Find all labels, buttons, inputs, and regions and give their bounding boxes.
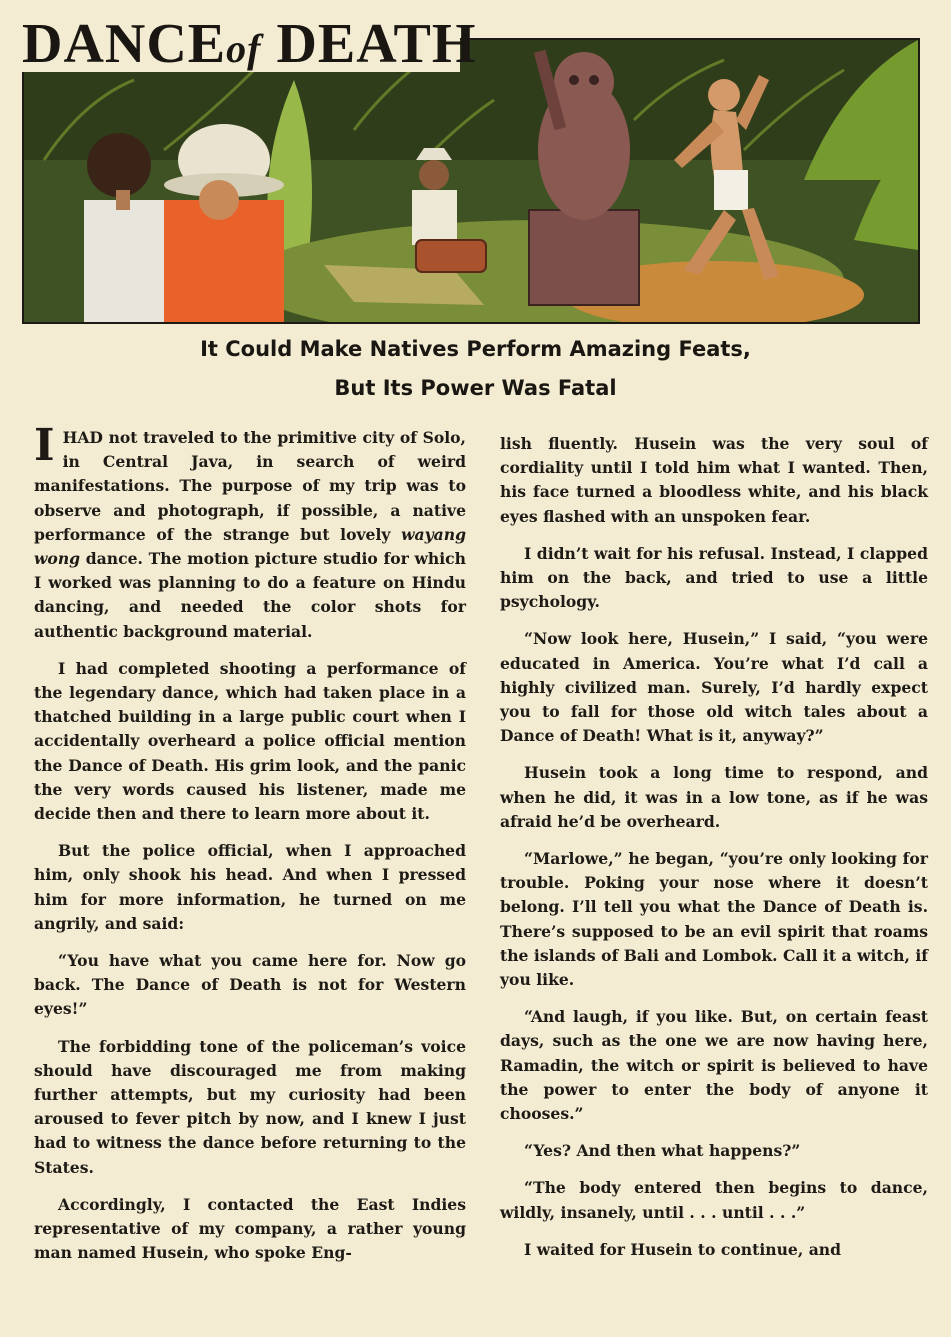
- paragraph: Accordingly, I contacted the East Indies representative of my company, a rather young man named Husein, who spoke Eng-: [34, 1194, 466, 1263]
- illustration-panel: [22, 38, 920, 324]
- paragraph: I had completed shooting a performance of the legendary dance, which had taken place in a thatched building in a large public court when I accidentally overheard a police official mention the Dance of Death. His grim look, and the panic the very words caused his listener, made me decide then and there to learn more about it.: [34, 658, 466, 824]
- paragraph: “And laugh, if you like. But, on certain feast days, such as the one we are now having here, Ramadin, the witch or spirit is believed to have the power to enter the body of anyone it chooses.”: [500, 1007, 928, 1124]
- paragraph: The forbidding tone of the policeman’s voice should have discouraged me from making further attempts, but my curiosity had been aroused to fever pitch by now, and I knew I just had to witness the dance before returning to the States.: [34, 1036, 466, 1177]
- explorer-figure: [164, 124, 284, 322]
- italic-term: wayang wong: [34, 524, 466, 569]
- left-text-column: [34, 420, 467, 1279]
- title-word-death: DEATH: [276, 13, 477, 75]
- title-word-dance: DANCE: [22, 13, 227, 75]
- drop-cap: I: [34, 420, 55, 471]
- paragraph: [34, 420, 467, 644]
- story-subtitle: [0, 330, 951, 408]
- paragraph-text: dance. The motion picture studio for which I worked was planning to do a feature on Hindu dancing, and needed the color shots for authentic background material.: [34, 549, 467, 641]
- paragraph: “Marlowe,” he began, “you’re only looking for trouble. Poking your nose where it doesn’t belong. I’ll tell you what the Dance of Death is. There’s supposed to be an evil spirit that roams the islands of Bali and Lombok. Call it a witch, if you like.: [500, 849, 928, 990]
- story-title: [22, 13, 477, 75]
- paragraph: Husein took a long time to respond, and when he did, it was in a low tone, as if he was afraid he’d be overheard.: [500, 763, 928, 831]
- subtitle-line-1: It Could Make Natives Perform Amazing Feats,: [200, 337, 751, 361]
- subtitle-line-2: But Its Power Was Fatal: [334, 376, 617, 400]
- paragraph: lish fluently. Husein was the very soul of cordiality until I told him what I wanted. Then, his face turned a bloodless white, and his black eyes flashed with an unspoken fear.: [500, 434, 928, 526]
- paragraph: But the police official, when I approached him, only shook his head. And when I pressed him for more information, he turned on me angrily, and said:: [34, 841, 466, 933]
- paragraph: “You have what you came here for. Now go back. The Dance of Death is not for Western eyes!”: [34, 951, 466, 1019]
- paragraph: “The body entered then begins to dance, wildly, insanely, until . . . until . . .”: [500, 1178, 928, 1222]
- paragraph: I waited for Husein to continue, and: [524, 1239, 842, 1259]
- title-word-of: of: [226, 26, 262, 71]
- paragraph: I didn’t wait for his refusal. Instead, I clapped him on the back, and tried to use a little psychology.: [500, 543, 928, 612]
- right-text-column: [500, 432, 928, 1275]
- paragraph: “Now look here, Husein,” I said, “you were educated in America. You’re what I’d call a highly civilized man. Surely, I’d hardly expect you to fall for those old witch tales about a Dance of Death! What is it, anyway?”: [500, 629, 928, 746]
- paragraph-text: HAD not traveled to the primitive city of Solo, in Central Java, in search of weird manifestations. The purpose of my trip was to observe and photograph, if possible, a native performance of the strange but lovely: [34, 428, 466, 544]
- jungle-ritual-illustration: [24, 40, 918, 322]
- paragraph: “Yes? And then what happens?”: [524, 1141, 801, 1161]
